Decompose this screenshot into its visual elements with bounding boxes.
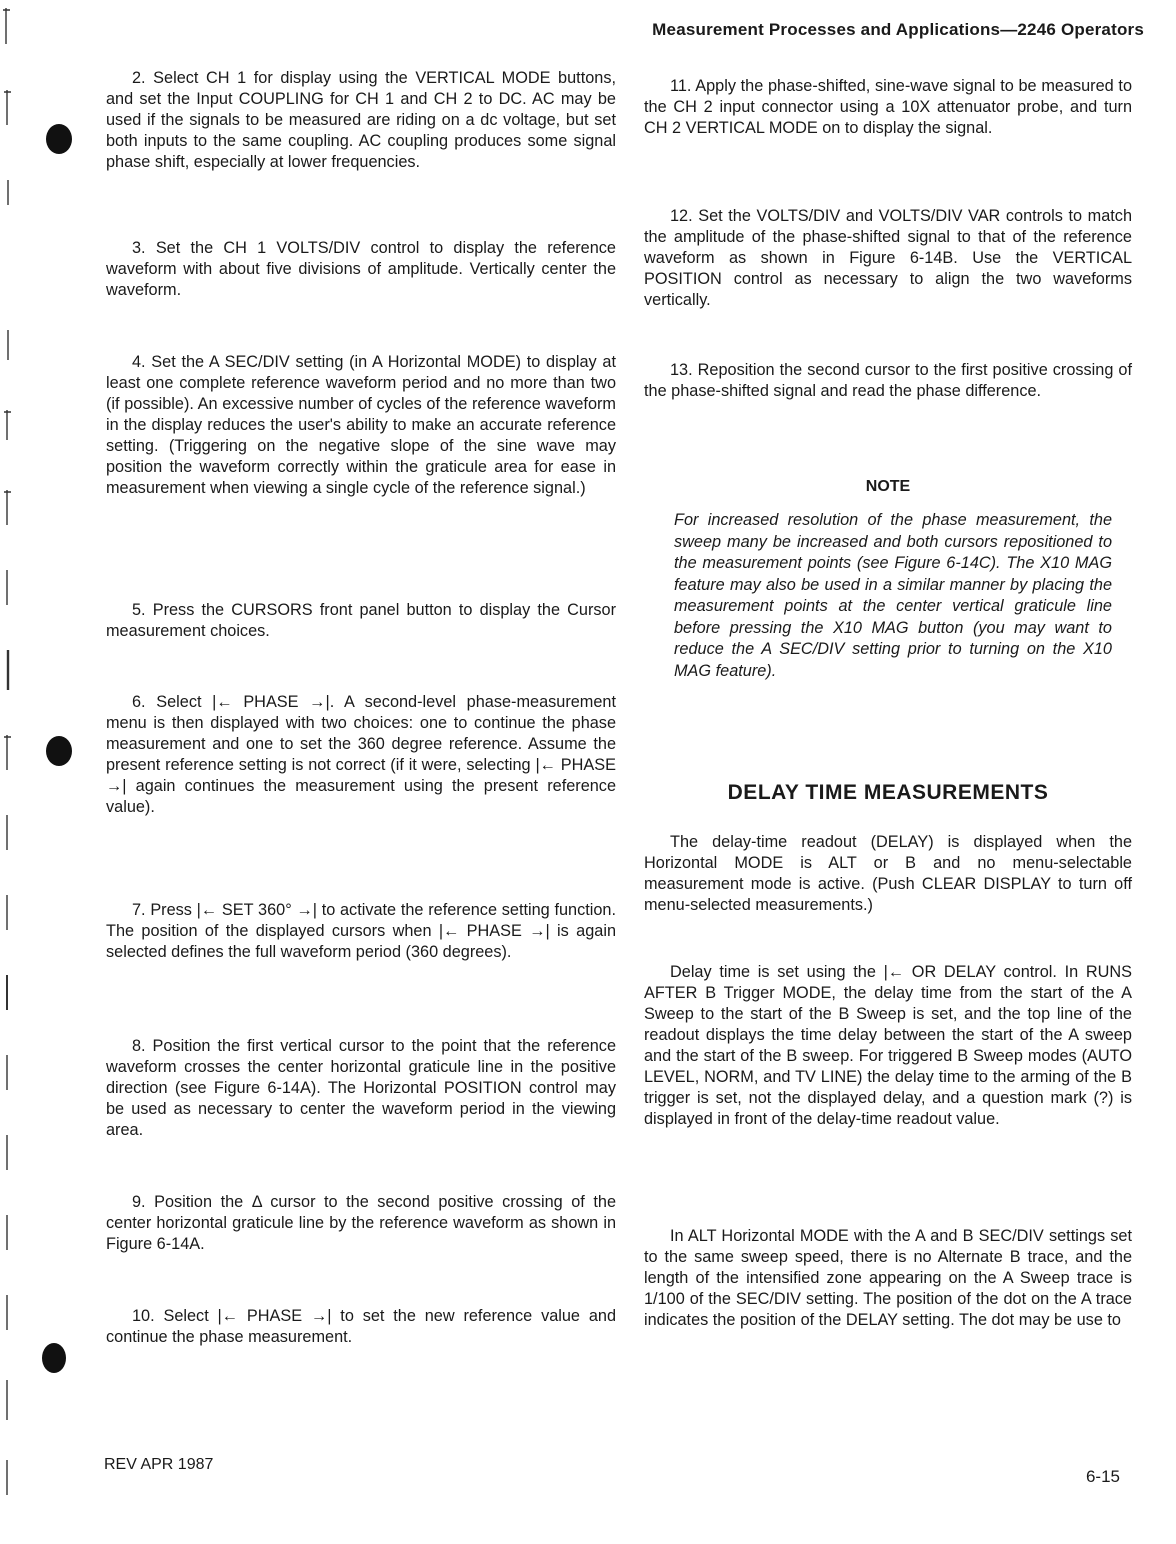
delay-paragraph-2: Delay time is set using the |← OR DELAY control. In RUNS AFTER B Trigger MODE, the delay time from the start of the A Sweep to the start of the B Sweep is set, and the top line of the readout displays the time delay between the start of the A sweep and the start of the B sweep. For triggered B Sweep modes (AUTO LEVEL, NORM, and TV LINE) the delay time to the arming of the B trigger is set, not the displayed delay, and a question mark (?) is displayed in front of the delay-time readout value. [644,963,1132,1128]
punch-hole-bottom [42,1343,66,1373]
section-heading: DELAY TIME MEASUREMENTS [727,781,1049,804]
binding-edge-marks [0,0,28,1544]
step-11: 11. Apply the phase-shifted, sine-wave signal to be measured to the CH 2 input connector using a 10X attenuator probe, and turn CH 2 VERTICAL MODE on to display the signal. [644,77,1132,137]
step-4: 4. Set the A SEC/DIV setting (in A Horizontal MODE) to display at least one complete reference waveform period and no more than two (if possible). An excessive number of cycles of the reference waveform in the display reduces the user's ability to make an accurate reference setting. (Triggering on the negative slope of the sine wave may position the waveform correctly within the graticule area for ease in measurement when viewing a single cycle of the reference signal.) [106,353,616,497]
step-12: 12. Set the VOLTS/DIV and VOLTS/DIV VAR controls to match the amplitude of the phase-shifted signal to that of the reference waveform as shown in Figure 6-14B. Use the VERTICAL POSITION control as necessary to align the two waveforms vertically. [644,207,1132,309]
step-7: 7. Press |← SET 360° →| to activate the reference setting function. The position of the displayed cursors when |← PHASE →| is again selected defines the full waveform period (360 degrees). [106,901,616,961]
punch-hole-top [46,124,72,154]
delay-paragraph-3: In ALT Horizontal MODE with the A and B SEC/DIV settings set to the same sweep speed, there is no Alternate B trace, and the length of the intensified zone appearing on the A Sweep trace is 1/100 of the SEC/DIV setting. The position of the dot on the A trace indicates the position of the DELAY setting. The dot may be use to [644,1227,1132,1329]
step-3: 3. Set the CH 1 VOLTS/DIV control to display the reference waveform with about five divisions of amplitude. Vertically center the waveform. [106,239,616,299]
revision-date: REV APR 1987 [104,1456,214,1473]
page-number: 6-15 [1085,1467,1120,1486]
step-8: 8. Position the first vertical cursor to the point that the reference waveform crosses the center horizontal graticule line in the positive direction (see Figure 6-14A). The Horizontal POSITION control may be used as necessary to center the waveform period in the viewing area. [106,1037,616,1139]
step-6: 6. Select |← PHASE →|. A second-level phase-measurement menu is then displayed with two choices: one to continue the phase measurement and one to set the 360 degree reference. Assume the present reference setting is not correct (if it were, selecting |← PHASE →| again continues the measurement using the present reference value). [106,693,616,816]
step-2: 2. Select CH 1 for display using the VERTICAL MODE buttons, and set the Input COUPLING for CH 1 and CH 2 to DC. AC may be used if the signals to be measured are riding on a dc voltage, but set both inputs to the same coupling. AC coupling produces some signal phase shift, especially at lower frequencies. [106,69,616,171]
step-13: 13. Reposition the second cursor to the first positive crossing of the phase-shifted signal and read the phase difference. [644,361,1132,400]
note-title: NOTE [865,478,911,495]
step-5: 5. Press the CURSORS front panel button to display the Cursor measurement choices. [106,601,616,640]
step-9: 9. Position the Δ cursor to the second positive crossing of the center horizontal graticule line by the reference waveform as shown in Figure 6-14A. [106,1193,616,1253]
note-text: For increased resolution of the phase measurement, the sweep many be increased and both cursors repositioned to the measurement points (see Figure 6-14C). The X10 MAG feature may also be used in a similar manner by placing the measurement points at the center vertical graticule line before pressing the X10 MAG button (you may want to reduce the A SEC/DIV setting prior to turning on the X10 MAG feature). [674,511,1112,680]
delay-paragraph-1: The delay-time readout (DELAY) is displayed when the Horizontal MODE is ALT or B and no menu-selectable measurement mode is active. (Push CLEAR DISPLAY to turn off menu-selected measurements.) [644,833,1132,914]
step-10: 10. Select |← PHASE →| to set the new reference value and continue the phase measurement. [106,1307,616,1346]
punch-hole-middle [46,736,72,766]
note-body [674,510,1112,682]
running-header: Measurement Processes and Applications—2246 Operators [652,20,1144,39]
